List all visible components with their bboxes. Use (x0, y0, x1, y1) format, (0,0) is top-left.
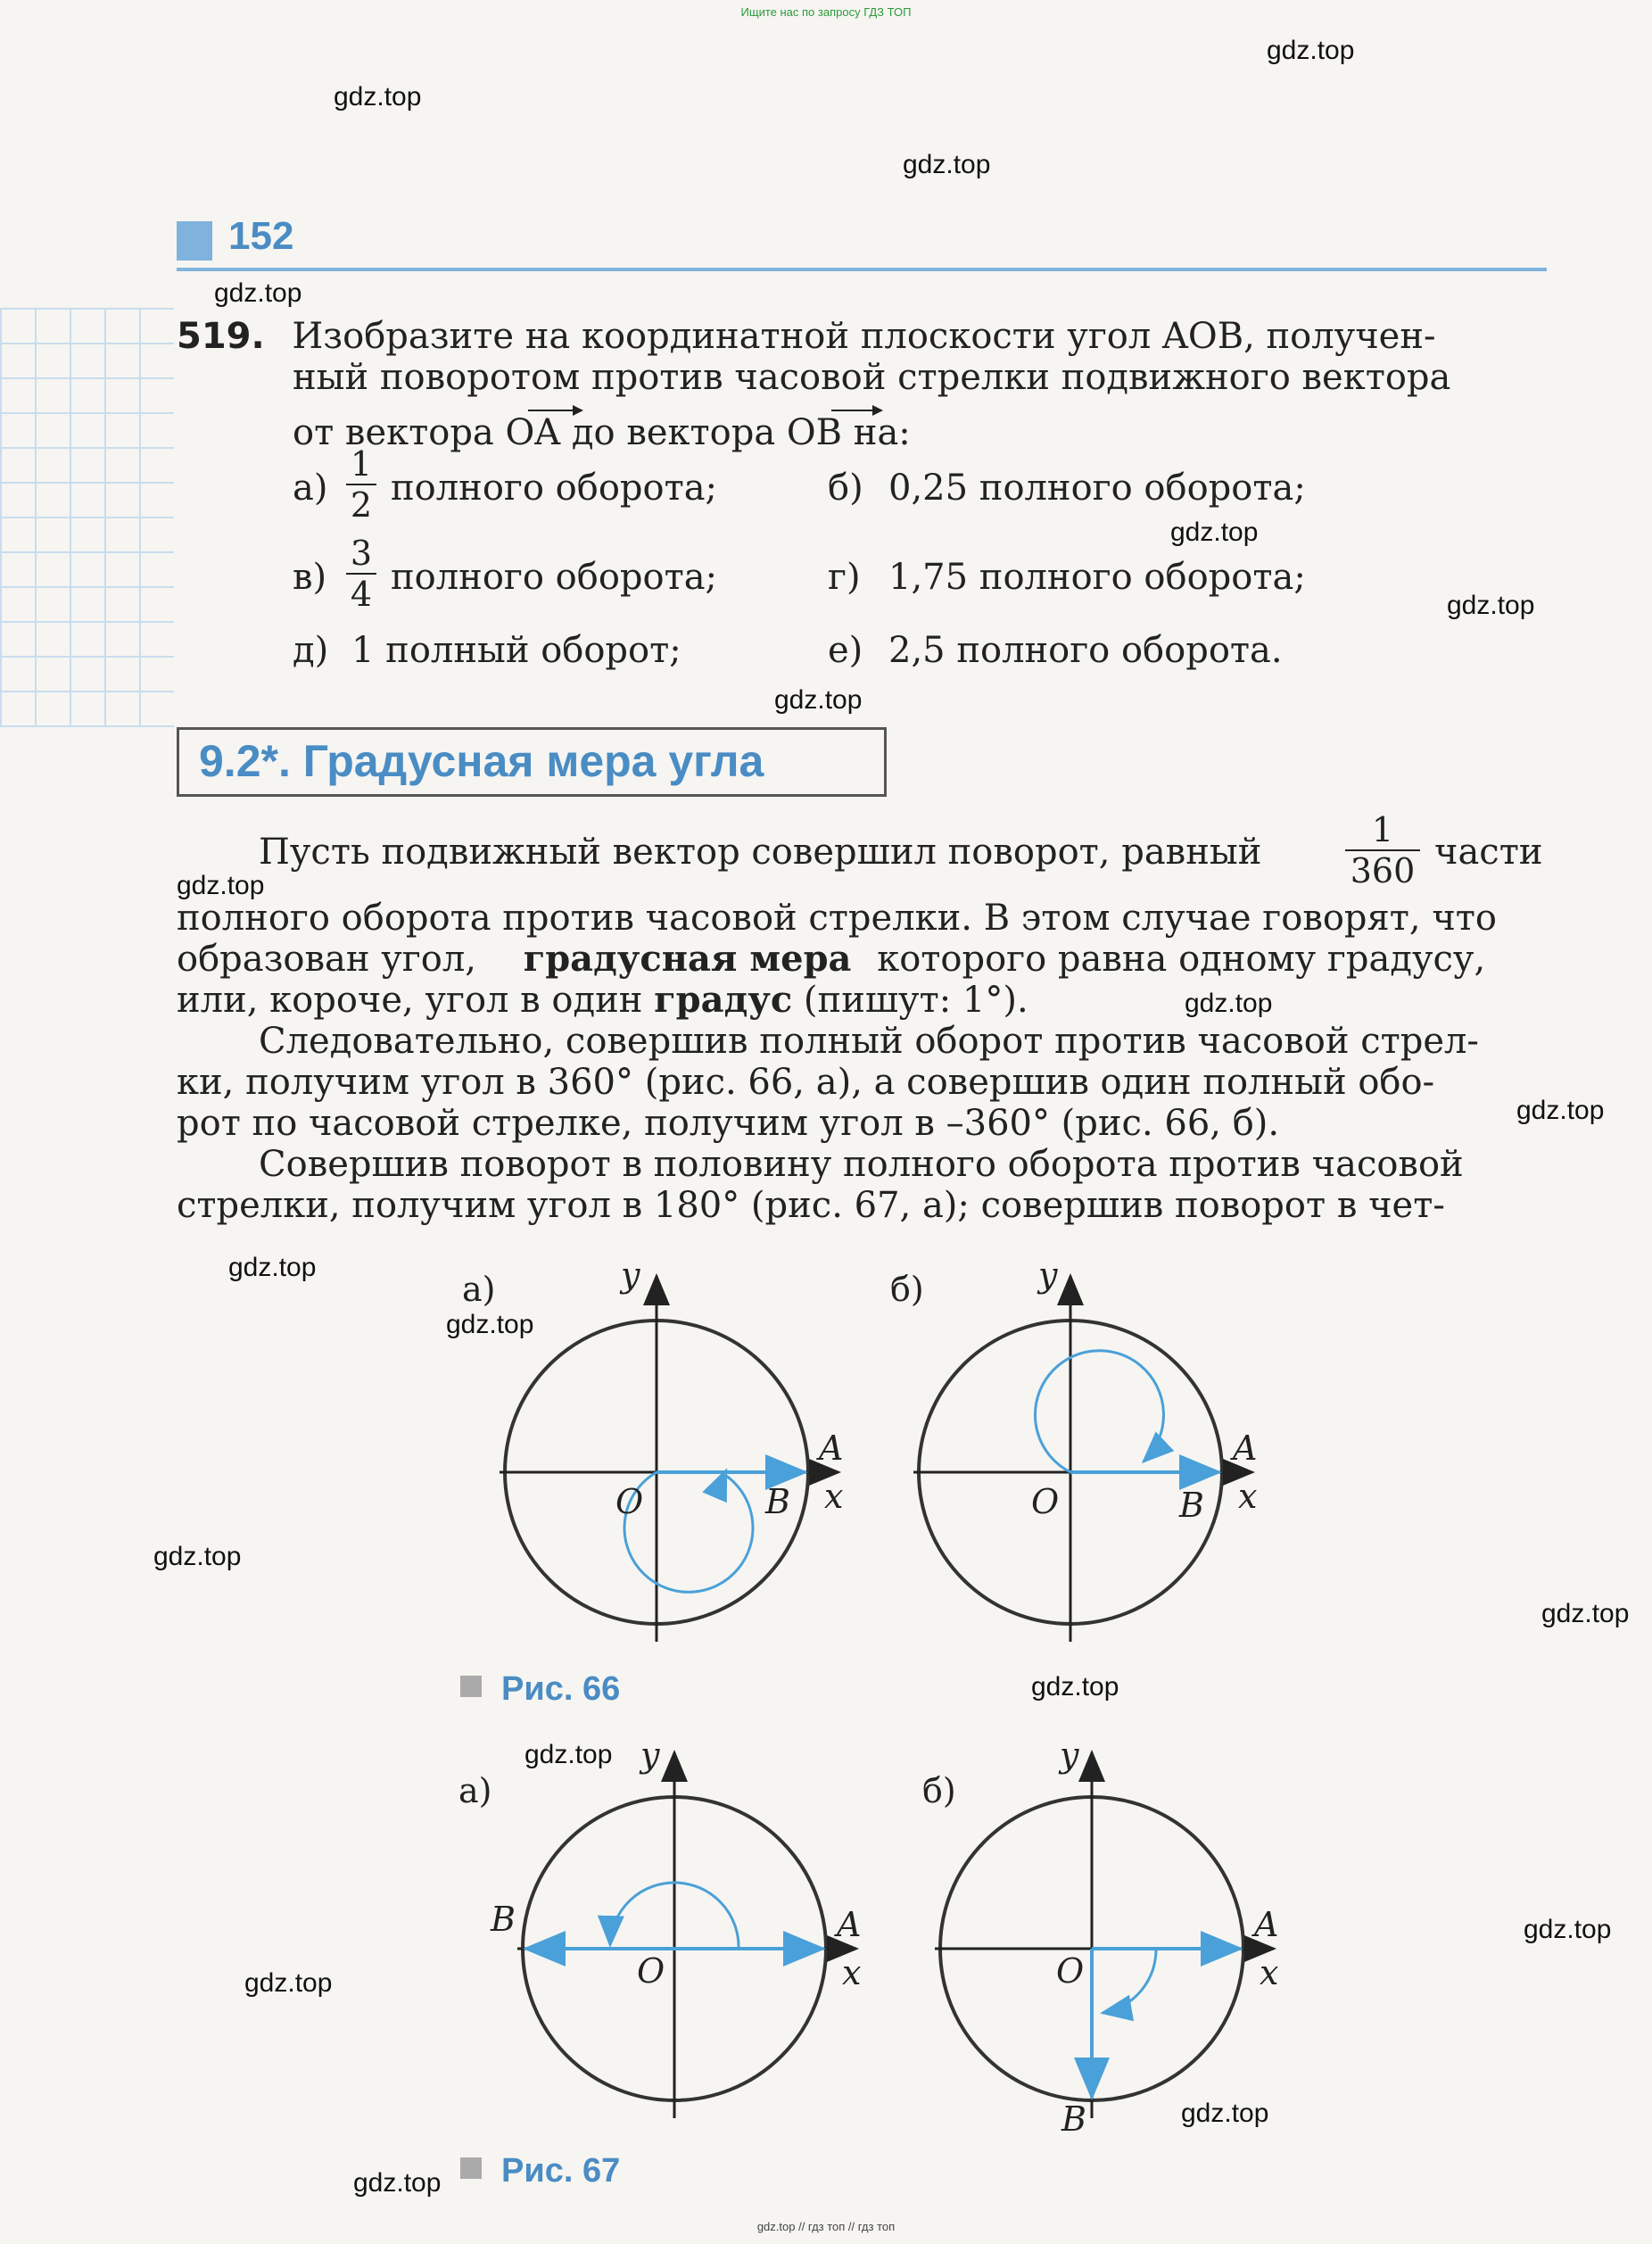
figure-67 (446, 1722, 1338, 2141)
fraction-v-num: 3 (350, 534, 373, 573)
fig67-sublabel-b: б) (922, 1771, 956, 1810)
exercise-line-2: ный поворотом против часовой стрелки подвижного вектора (293, 357, 1451, 398)
caption-marker (460, 1676, 482, 1697)
fig67b-label-B: B (1061, 2099, 1086, 2139)
watermark: gdz.top (1170, 518, 1259, 547)
fig66a-label-y: y (621, 1255, 640, 1295)
fraction-v-den: 4 (350, 575, 373, 614)
exercise-line-1 (177, 316, 1436, 357)
vector-arrows (517, 400, 892, 426)
fig66-caption-text: Рис. 66 (501, 1670, 621, 1708)
watermark: gdz.top (525, 1740, 613, 1769)
bottom-note: gdz.top // гдз топ // гдз топ (756, 2220, 896, 2233)
body-line-7: рот по часовой стрелке, получим угол в –360° (рис. 66, б). (177, 1103, 1280, 1144)
exercise-number: 519. (177, 316, 265, 357)
option-b-label: б) (828, 468, 863, 509)
fig67a-label-y: y (640, 1735, 660, 1775)
watermark: gdz.top (1516, 1096, 1605, 1125)
body-line-8: Совершив поворот в половину полного оборота против часовой (259, 1144, 1464, 1185)
fraction-360 (1345, 812, 1420, 889)
page-number: 152 (228, 214, 294, 258)
section-title: 9.2*. Градусная мера угла (199, 736, 764, 786)
caption-marker (460, 2157, 482, 2179)
figure-66 (446, 1249, 1338, 1651)
section-heading (177, 727, 887, 797)
margin-grid (0, 308, 174, 727)
watermark: gdz.top (1524, 1915, 1612, 1944)
body-line-1-end: части (1434, 832, 1543, 873)
fraction-a-den: 2 (350, 485, 373, 525)
fraction-v (346, 535, 376, 612)
fraction-360-den: 360 (1350, 851, 1416, 890)
fig67a-label-B: B (491, 1900, 516, 1939)
watermark: gdz.top (1031, 1672, 1119, 1702)
body-line-3c: которого равна одному градусу, (877, 939, 1486, 980)
fig66a-label-x: x (824, 1477, 844, 1516)
option-g-label: г) (828, 557, 861, 598)
term-degree-measure: градусная мера (523, 938, 852, 980)
fig67a-label-O: O (637, 1951, 665, 1991)
fig66b-label-y: y (1038, 1255, 1058, 1295)
watermark: gdz.top (153, 1542, 242, 1571)
fig66b-rotation-arc (1035, 1351, 1163, 1472)
option-e-text: 2,5 полного оборота. (888, 630, 1283, 671)
fraction-360-num: 1 (1371, 810, 1394, 849)
body-line-3a: образован угол, (177, 939, 476, 980)
fig67b-label-A: A (1254, 1905, 1279, 1944)
page-header (177, 214, 1547, 271)
watermark: gdz.top (1541, 1599, 1630, 1628)
option-a-label: а) (293, 468, 328, 509)
fig67a-label-x: x (842, 1953, 862, 1992)
body-line-2: полного оборота против часовой стрелки. В этом случае говорят, что (177, 898, 1497, 939)
fig66b-label-x: x (1238, 1477, 1258, 1516)
watermark: gdz.top (214, 278, 302, 308)
page-marker (177, 221, 212, 261)
fig67a-label-A: A (837, 1905, 862, 1944)
body-line-5: Следовательно, совершив полный оборот против часовой стрел- (259, 1021, 1479, 1062)
fig66a-label-A: A (819, 1428, 844, 1468)
fig66-caption (460, 1670, 620, 1709)
fig66b-label-A: A (1233, 1428, 1258, 1468)
watermark: gdz.top (1185, 989, 1273, 1018)
exercise-line-3: от вектора OA до вектора OB на: (293, 412, 911, 453)
watermark: gdz.top (353, 2168, 442, 2198)
body-line-4a: или, короче, угол в один (177, 980, 643, 1021)
watermark: gdz.top (177, 871, 265, 900)
fig67-sublabel-a: а) (458, 1771, 492, 1810)
watermark: gdz.top (903, 150, 991, 179)
option-d-text: 1 полный оборот; (351, 630, 681, 671)
body-line-4 (177, 980, 1028, 1021)
fraction-a-num: 1 (350, 444, 373, 484)
watermark: gdz.top (1447, 591, 1535, 620)
fig66a-label-B: B (765, 1482, 790, 1521)
top-note: Ищите нас по запросу ГДЗ ТОП (740, 5, 912, 19)
fig66b-label-O: O (1031, 1482, 1060, 1521)
fig67-caption (460, 2152, 620, 2190)
fig67-caption-text: Рис. 67 (501, 2152, 621, 2190)
fig66-sublabel-a: а) (462, 1270, 496, 1309)
option-v-label: в) (293, 557, 327, 598)
option-d-label: д) (293, 630, 329, 671)
body-line-1: Пусть подвижный вектор совершил поворот, равный (259, 832, 1262, 873)
option-e-label: е) (828, 630, 863, 671)
fig67b-label-x: x (1260, 1953, 1279, 1992)
fig66a-label-O: O (615, 1482, 644, 1521)
fig67b-label-O: O (1056, 1951, 1085, 1991)
watermark: gdz.top (1267, 36, 1355, 65)
watermark: gdz.top (446, 1310, 534, 1339)
fig66a-rotation-arc (624, 1472, 753, 1592)
exercise-text: Изобразите на координатной плоскости угол AOB, получен- (292, 316, 1436, 357)
option-b-text: 0,25 полного оборота; (888, 468, 1306, 509)
watermark: gdz.top (228, 1253, 317, 1282)
watermark: gdz.top (1181, 2099, 1269, 2128)
body-line-4c: (пишут: 1°). (803, 980, 1028, 1021)
option-v-text: полного оборота; (391, 557, 718, 598)
term-degree: градус (654, 979, 793, 1021)
fig67b-rotation-arc (1103, 1949, 1156, 2013)
fraction-a (346, 446, 376, 523)
body-line-3 (177, 939, 1485, 980)
body-line-9: стрелки, получим угол в 180° (рис. 67, а); совершив поворот в чет- (177, 1185, 1445, 1226)
fig67b-label-y: y (1060, 1735, 1079, 1775)
option-a-text: полного оборота; (391, 468, 718, 509)
watermark: gdz.top (244, 1968, 333, 1998)
fig66b-label-B: B (1179, 1486, 1204, 1525)
watermark: gdz.top (774, 685, 863, 715)
watermark: gdz.top (334, 82, 422, 112)
option-g-text: 1,75 полного оборота; (888, 557, 1306, 598)
body-line-6: ки, получим угол в 360° (рис. 66, а), а совершив один полный обо- (177, 1062, 1435, 1103)
fig66-sublabel-b: б) (890, 1270, 924, 1309)
